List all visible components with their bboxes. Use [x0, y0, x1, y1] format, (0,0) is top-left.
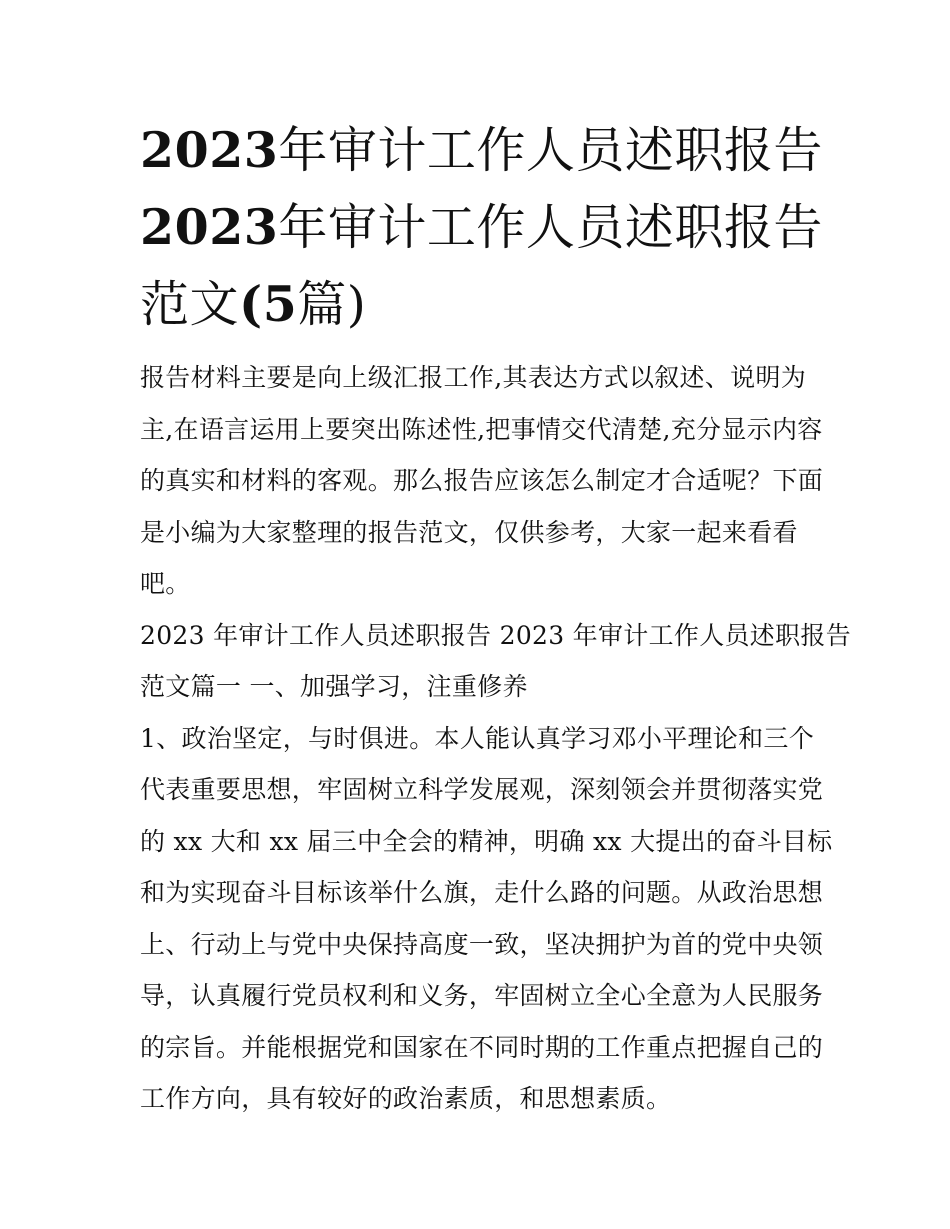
- document-title: [140, 112, 823, 343]
- title-text: 年审计工作人员述职报告: [278, 122, 823, 179]
- title-text: 年审计工作人员述职报告: [278, 199, 823, 256]
- intro-paragraph: [140, 352, 824, 610]
- text-line: 2023 年审计工作人员述职报告 2023 年审计工作人员述职报告: [140, 620, 851, 650]
- text-line: 工作方向，具有较好的政治素质，和思想素质。: [140, 1084, 672, 1113]
- title-line-3: [140, 266, 820, 343]
- title-year: 2023: [140, 198, 279, 256]
- text-line: 导，认真履行党员权利和义务，牢固树立全心全意为人民服务: [140, 981, 824, 1010]
- text-line: 和为实现奋斗目标该举什么旗，走什么路的问题。从政治思想: [140, 878, 824, 907]
- text-line: 主,在语言运用上要突出陈述性,把事情交代清楚,充分显示内容: [140, 414, 823, 444]
- text-line: 代表重要思想，牢固树立科学发展观，深刻领会并贯彻落实党: [140, 775, 824, 804]
- section-heading-paragraph: [140, 610, 851, 713]
- text-line: 范文篇一 一、加强学习，注重修养: [140, 672, 528, 701]
- title-text: 篇): [297, 276, 367, 333]
- text-line: 的真实和材料的客观。那么报告应该怎么制定才合适呢？下面: [140, 466, 824, 495]
- text-line: 报告材料主要是向上级汇报工作,其表达方式以叙述、说明为: [140, 363, 807, 392]
- title-count: (5: [239, 275, 298, 333]
- text-line: 上、行动上与党中央保持高度一致，坚决拥护为首的党中央领: [140, 929, 824, 959]
- title-line-1: [140, 112, 823, 189]
- title-year: 2023: [140, 121, 279, 179]
- text-line: 1、政治坚定，与时俱进。本人能认真学习邓小平理论和三个: [140, 723, 815, 753]
- text-line: 的宗旨。并能根据党和国家在不同时期的工作重点把握自己的: [140, 1032, 824, 1062]
- text-line: 吧。: [140, 569, 191, 598]
- text-line: 的 xx 大和 xx 届三中全会的精神，明确 xx 大提出的奋斗目标: [140, 826, 833, 856]
- text-line: 是小编为大家整理的报告范文，仅供参考，大家一起来看看: [140, 517, 798, 547]
- title-line-2: [140, 189, 823, 266]
- section-body-paragraph: [140, 713, 833, 1125]
- title-text: 范文: [140, 276, 240, 333]
- document-body: [140, 352, 851, 1125]
